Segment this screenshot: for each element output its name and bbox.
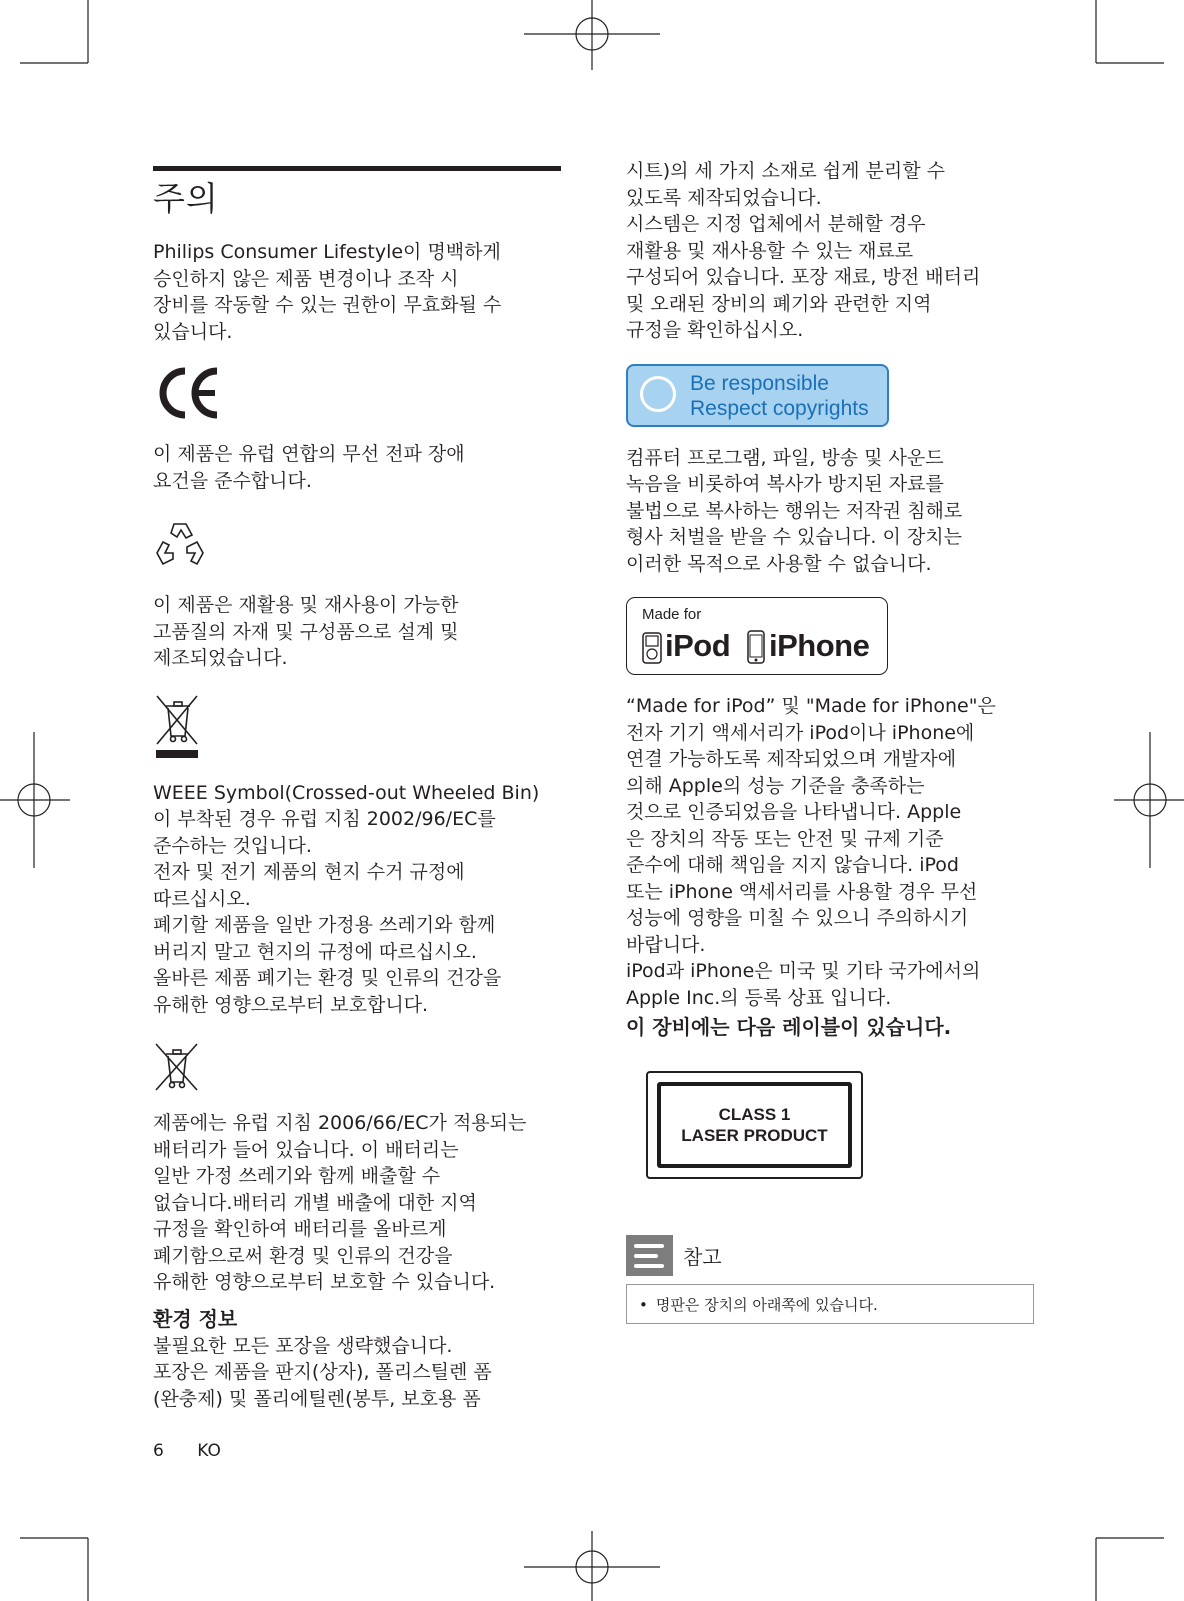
page-footer [153, 1441, 221, 1461]
made-for-badge [626, 597, 888, 675]
note-label: 참고 [683, 1245, 722, 1269]
iphone-label: iPhone [769, 628, 870, 663]
battery-paragraph: 제품에는 유럽 지침 2006/66/EC가 적용되는 배터리가 들어 있습니다. 이 배터리는 일반 가정 쓰레기와 함께 배출할 수 없습니다.배터리 개별 배출에 대한 지역 규정을 확인하여 배터리를 올바르게 폐기함으로써 환경 및 인류의 건강을 유해한 영향으로부터 보호할 수 있습니다. [153, 1112, 527, 1293]
recycle-paragraph: 이 제품은 재활용 및 재사용이 가능한 고품질의 자재 및 구성품으로 설계 및 제조되었습니다. [153, 594, 459, 669]
ipod-label: iPod [665, 628, 731, 663]
language-code: KO [197, 1441, 221, 1461]
copyright-paragraph: 컴퓨터 프로그램, 파일, 방송 및 사운드 녹음을 비롯하여 복사가 방지된 자료를 불법으로 복사하는 행위는 저작권 침해로 형사 처벌을 받을 수 있습니다. 이 장치는 이러한 목적으로 사용할 수 없습니다. [626, 446, 963, 575]
warning-paragraph: Philips Consumer Lifestyle이 명백하게 승인하지 않은 제품 변경이나 조작 시 장비를 작동할 수 있는 권한이 무효화될 수 있습니다. [153, 241, 502, 343]
badge-line-2: Respect copyrights [690, 396, 869, 420]
apple-paragraph: “Made for iPod” 및 "Made for iPhone"은 전자 기기 액세서리가 iPod이나 iPhone에 연결 가능하도록 제작되었으며 개발자에 의해 Apple의 성능 기준을 충족하는 것으로 인증되었음을 나타냅니다. Apple 은 장치의 작동 또는 안전 및 규제 기준 준수에 대해 책임을 지지 않습니다. iPod 또는 iPhone 액세서리를 사용할 경우 무선 성능에 영향을 미칠 수 있으니 주의하시기 바랍니다. iPod과 iPhone은 미국 및 기타 국가에서의 Apple Inc.의 등록 상표 입니다. [626, 695, 996, 1009]
badge-line-1: Be responsible [690, 371, 829, 395]
ce-paragraph: 이 제품은 유럽 연합의 무선 전파 장애 요건을 준수합니다. [153, 443, 465, 492]
note-icon [626, 1235, 673, 1276]
be-responsible-badge [626, 364, 889, 427]
weee-bin-icon [153, 692, 203, 760]
iphone-icon [747, 630, 765, 664]
left-column [153, 158, 563, 1412]
laser-line-1: CLASS 1 [718, 1105, 791, 1124]
ce-mark-icon [153, 365, 223, 421]
section-heading: 주의 [153, 179, 219, 218]
page-number: 6 [153, 1441, 164, 1461]
made-for-label: Made for [642, 606, 702, 623]
class1-laser-label [646, 1071, 863, 1179]
copyright-circle-icon [640, 376, 676, 412]
environment-heading: 환경 정보 [153, 1306, 238, 1331]
bullet-icon: • [639, 1296, 648, 1314]
label-intro: 이 장비에는 다음 레이블이 있습니다. [626, 1015, 952, 1039]
battery-bin-icon [153, 1042, 201, 1092]
environment-continued: 시트)의 세 가지 소재로 쉽게 분리할 수 있도록 제작되었습니다. 시스템은 지정 업체에서 분해할 경우 재활용 및 재사용할 수 있는 재료로 구성되어 있습니다. 포장 재료, 방전 배터리 및 오래된 장비의 폐기와 관련한 지역 규정을 확인하십시오. [626, 160, 981, 341]
weee-paragraph: WEEE Symbol(Crossed-out Wheeled Bin) 이 부착된 경우 유럽 지침 2002/96/EC를 준수하는 것입니다. 전자 및 전기 제품의 현지 수거 규정에 따르십시오. 폐기할 제품을 일반 가정용 쓰레기와 함께 버리지 말고 현지의 규정에 따르십시오. 올바른 제품 폐기는 환경 및 인류의 건강을 유해한 영향으로부터 보호합니다. [153, 781, 540, 1016]
note-item: 명판은 장치의 아래쪽에 있습니다. [655, 1296, 878, 1314]
recycle-icon [153, 518, 207, 572]
note-box [626, 1284, 1034, 1324]
note-header [626, 1235, 1036, 1276]
heading-rule [153, 166, 561, 171]
ipod-icon [642, 632, 662, 664]
laser-line-2: LASER PRODUCT [681, 1126, 828, 1145]
right-column [626, 158, 1036, 1324]
environment-paragraph: 불필요한 모든 포장을 생략했습니다. 포장은 제품을 판지(상자), 폴리스틸렌 폼 (완충제) 및 폴리에틸렌(봉투, 보호용 폼 [153, 1334, 492, 1410]
